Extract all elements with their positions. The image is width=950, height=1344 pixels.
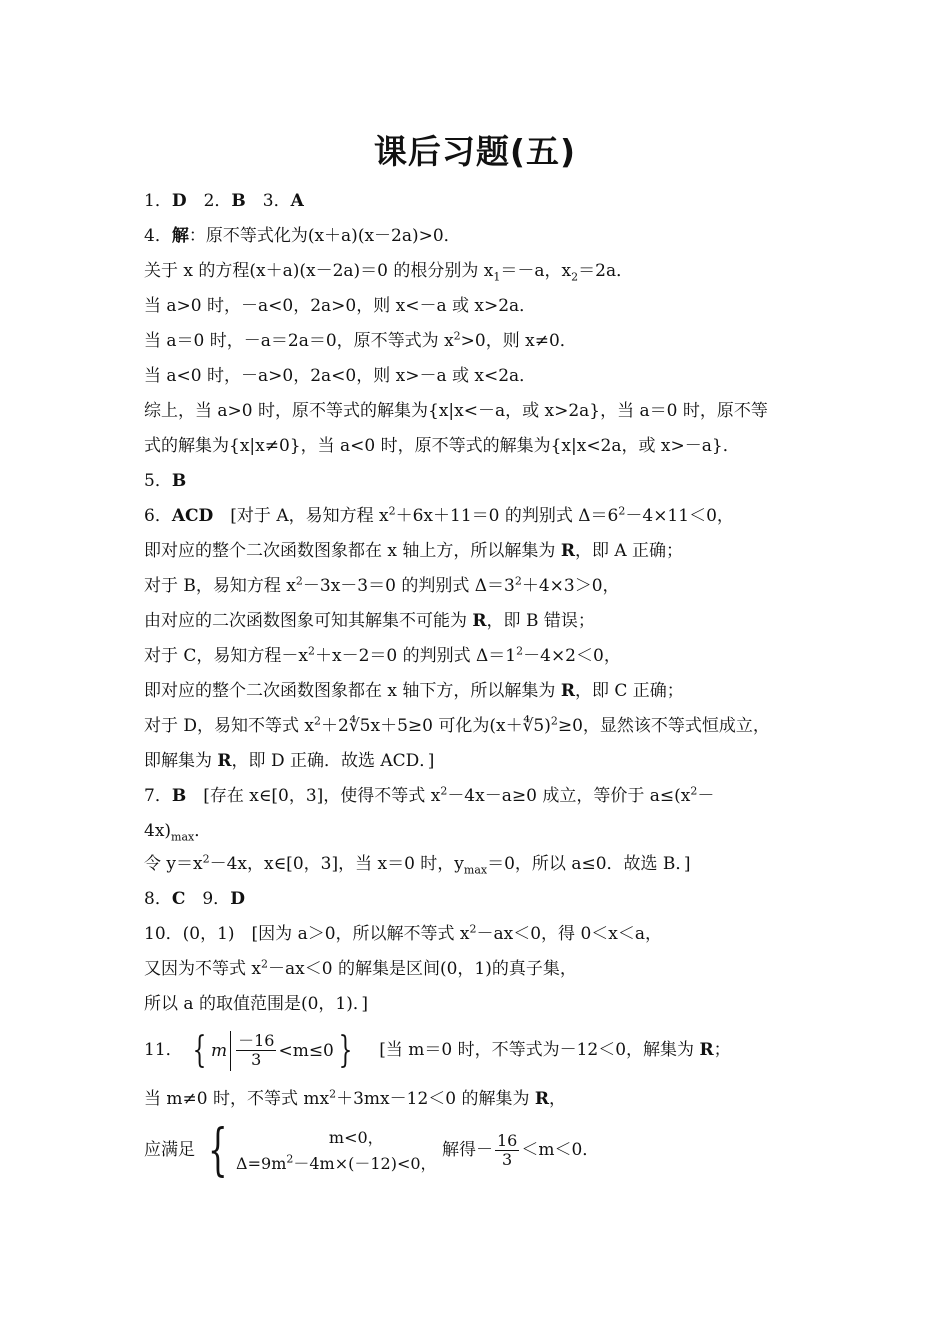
answer-line-18: 7．B [存在 x∈[0，3]，使得不等式 $x^2-4x-a\ge 0$ 成立，等价于 $a\le(x^2-$ xyxy=(144,784,715,806)
answer-line-21: 8．C 9．D xyxy=(144,889,245,909)
answer-line-3: 关于 x 的方程(x＋a)(x－2a)＝0 的根分别为 $x_1=-a$，$x_2=2a$． xyxy=(144,261,634,284)
answer-line-26: 当 m≠0 时，不等式 $mx^2+3mx-12<0$ 的解集为 R， xyxy=(144,1087,567,1109)
answer-line-9: 5．B xyxy=(144,471,187,491)
answer-line-27: 应满足 { m<0， $\Delta=9m^2-4m\times(-12)<0$， 解得－ $\frac{16}{3}$ ＜m＜0． xyxy=(144,1117,600,1183)
left-brace: { xyxy=(192,1029,207,1071)
answer-line-1: 1．D 2．B 3．A xyxy=(144,191,304,211)
answer-line-20: 令 $y=x^2-4x$，x∈[0，3]，当 x＝0 时，$y_{max}=0$，所以 a≤0．故选 B．] xyxy=(144,852,691,877)
answer-line-17: 即解集为 R，即 D 正确．故选 ACD．] xyxy=(144,751,435,771)
answer-line-23: 又因为不等式 $x^2-ax<0$ 的解集是区间(0，1)的真子集， xyxy=(144,957,577,979)
answer-line-2: 4．解：原不等式化为(x＋a)(x－2a)>0． xyxy=(144,226,461,246)
answer-line-25: 11． { m $\frac{-16}{3}$ <m≤0 } [当 m＝0 时，不等式为－12＜0，解集为 R； xyxy=(144,1029,731,1071)
fraction: $\frac{-16}{3}$ xyxy=(238,1031,275,1069)
answer-line-19: $4x)_{max}$． xyxy=(144,821,212,844)
answer-line-14: 对于 C，易知方程$-x^2+x-2=0$ 的判别式 $\Delta=1^2-4\times 2<0$， xyxy=(144,644,621,666)
fraction: $\frac{16}{3}$ xyxy=(496,1131,518,1169)
answer-line-11: 即对应的整个二次函数图象都在 x 轴上方，所以解集为 R，即 A 正确； xyxy=(144,541,684,561)
answer-line-6: 当 a<0 时，－a>0，2a<0，则 x>－a 或 x<2a． xyxy=(144,366,537,386)
solution-set: { m $\frac{-16}{3}$ <m≤0 } xyxy=(192,1029,353,1071)
answer-line-22: 10．(0，1) [因为 a＞0，所以解不等式 $x^2-ax<0$，得 0＜x＜a， xyxy=(144,922,662,944)
answer-line-4: 当 a>0 时，－a<0，2a>0，则 x<－a 或 x>2a． xyxy=(144,296,537,316)
system-brace: { xyxy=(208,1117,229,1183)
answer-line-24: 所以 a 的取值范围是(0，1)．] xyxy=(144,994,368,1014)
equation-system: { m<0， $\Delta=9m^2-4m\times(-12)<0$， xyxy=(208,1117,437,1183)
answer-line-13: 由对应的二次函数图象可知其解集不可能为 R，即 B 错误； xyxy=(144,611,595,631)
answer-line-5: 当 a＝0 时，－a＝2a＝0，原不等式为 $x^2>0$，则 x≠0． xyxy=(144,329,577,351)
answer-line-8: 式的解集为{x|x≠0}，当 a<0 时，原不等式的解集为{x|x<2a，或 x>－a}． xyxy=(144,436,740,456)
set-bar xyxy=(230,1031,231,1071)
answer-line-12: 对于 B，易知方程 $x^2-3x-3=0$ 的判别式 $\Delta=3^2+4\times 3>0$， xyxy=(144,574,620,596)
answer-line-15: 即对应的整个二次函数图象都在 x 轴下方，所以解集为 R，即 C 正确； xyxy=(144,681,684,701)
answer-line-10: 6．ACD [对于 A，易知方程 $x^2+6x+11=0$ 的判别式 $\Delta=6^2-4\times 11<0$， xyxy=(144,504,734,526)
answer-line-16: 对于 D，易知不等式 $x^2+2∜5x+5\ge 0$ 可化为(x＋∜5)$^2$≥0，显然该不等式恒成立， xyxy=(144,714,770,736)
answer-line-7: 综上，当 a>0 时，原不等式的解集为{x|x<－a，或 x>2a}，当 a＝0 时，原不等 xyxy=(144,401,768,421)
page-title: 课后习题(五) xyxy=(373,132,577,171)
right-brace: } xyxy=(338,1029,353,1071)
